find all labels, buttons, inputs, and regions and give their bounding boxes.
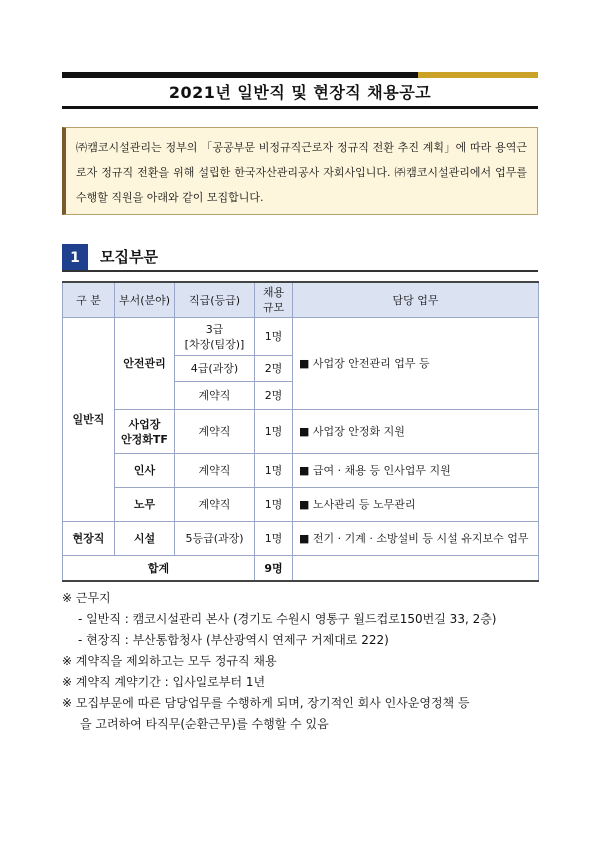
count-cell: 1명	[255, 522, 293, 556]
dept-line2: 안정화TF	[121, 432, 168, 446]
note-workplace: ※ 근무지	[62, 591, 111, 605]
table-header-row	[63, 282, 539, 318]
section-header	[62, 244, 538, 272]
grade-cell: 4급(과장)	[175, 356, 255, 382]
dept-cell: 시설	[115, 522, 175, 556]
header-size	[255, 282, 293, 318]
dept-cell	[115, 410, 175, 454]
count-cell: 1명	[255, 454, 293, 488]
dept-line1: 사업장	[128, 417, 161, 431]
section-rule	[62, 270, 538, 272]
table-row	[63, 410, 539, 454]
title-top-rule	[62, 72, 538, 78]
header-duty: 담당 업무	[293, 282, 539, 318]
dept-cell: 인사	[115, 454, 175, 488]
notice-box: ㈜캠코시설관리는 정부의 「공공부문 비정규직근로자 정규직 전환 추진 계획」에 따라 용역근로자 정규직 전환을 위해 설립한 한국자산관리공사 자회사입니다. ㈜캠코시설관리에서 업무를 수행할 직원을 아래와 같이 모집합니다.	[62, 127, 538, 215]
note-field-place: - 현장직 : 부산통합청사 (부산광역시 연제구 거제대로 222)	[78, 633, 389, 647]
total-count: 9명	[255, 556, 293, 582]
duty-cell: ■ 사업장 안정화 지원	[293, 410, 539, 454]
count-cell: 2명	[255, 382, 293, 410]
notes	[62, 588, 538, 735]
count-cell: 1명	[255, 488, 293, 522]
page-title: 2021년 일반직 및 현장직 채용공고	[168, 83, 432, 102]
grade-cell: 계약직	[175, 410, 255, 454]
dept-safety: 안전관리	[115, 318, 175, 410]
header-size-line1: 채용	[262, 286, 285, 299]
header-size-line2: 규모	[262, 301, 285, 314]
count-cell: 2명	[255, 356, 293, 382]
total-blank	[293, 556, 539, 582]
total-label: 합계	[63, 556, 255, 582]
grade-cell: 계약직	[175, 488, 255, 522]
duty-cell: ■ 사업장 안전관리 업무 등	[293, 318, 539, 410]
category-general: 일반직	[63, 318, 115, 522]
header-category: 구 분	[63, 282, 115, 318]
table-row	[63, 488, 539, 522]
table-row	[63, 318, 539, 356]
duty-cell: ■ 노사관리 등 노무관리	[293, 488, 539, 522]
grade-cell	[175, 318, 255, 356]
section-title: 모집부문	[100, 248, 158, 266]
title-accent-bar	[418, 72, 538, 78]
table-row	[63, 454, 539, 488]
note-rotation-cont: 을 고려하여 타직무(순환근무)를 수행할 수 있음	[80, 717, 329, 731]
category-field: 현장직	[63, 522, 115, 556]
duty-cell: ■ 급여 · 채용 등 인사업무 지원	[293, 454, 539, 488]
grade-line2: [차장(팀장)]	[184, 337, 245, 351]
header-grade: 직급(등급)	[175, 282, 255, 318]
dept-cell: 노무	[115, 488, 175, 522]
count-cell: 1명	[255, 318, 293, 356]
table-row	[63, 522, 539, 556]
note-regular: ※ 계약직을 제외하고는 모두 정규직 채용	[62, 654, 277, 668]
total-row	[63, 556, 539, 582]
grade-cell: 계약직	[175, 454, 255, 488]
count-cell: 1명	[255, 410, 293, 454]
section-number: 1	[62, 244, 88, 272]
recruitment-table	[62, 281, 539, 582]
note-rotation: ※ 모집부문에 따른 담당업무를 수행하게 되며, 장기적인 회사 인사운영정책 등	[62, 696, 470, 710]
grade-cell: 계약직	[175, 382, 255, 410]
grade-cell: 5등급(과장)	[175, 522, 255, 556]
header-dept: 부서(분야)	[115, 282, 175, 318]
duty-cell: ■ 전기 · 기계 · 소방설비 등 시설 유지보수 업무	[293, 522, 539, 556]
grade-line1: 3급	[205, 322, 224, 336]
title-bottom-rule	[62, 106, 538, 109]
note-general-place: - 일반직 : 캠코시설관리 본사 (경기도 수원시 영통구 월드컵로150번길 33, 2층)	[78, 612, 497, 626]
note-contract-period: ※ 계약직 계약기간 : 입사일로부터 1년	[62, 675, 266, 689]
